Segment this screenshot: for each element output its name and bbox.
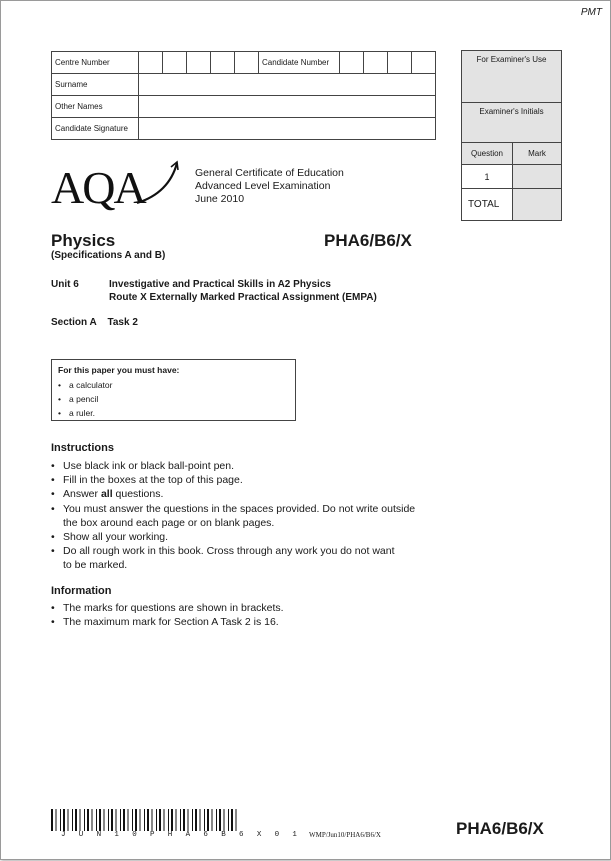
other-names-field[interactable] — [139, 96, 436, 118]
surname-label: Surname — [52, 74, 139, 96]
materials-item: • a calculator — [58, 378, 112, 392]
candidate-number-label: Candidate Number — [259, 52, 340, 74]
centre-number-label: Centre Number — [52, 52, 139, 74]
aqa-logo — [51, 159, 181, 211]
information-list — [51, 601, 284, 629]
instructions-list — [51, 459, 415, 573]
candidate-details-table — [51, 51, 436, 140]
surname-field[interactable] — [139, 74, 436, 96]
examiner-use-table — [461, 50, 562, 221]
footer-paper-code: PHA6/B6/X — [456, 819, 544, 838]
instruction-text: Answer — [63, 488, 101, 501]
materials-item: • a pencil — [58, 392, 112, 406]
question-header: Question — [462, 143, 513, 165]
instruction-emphasis: all — [100, 488, 113, 501]
specification: (Specifications A and B) — [51, 250, 166, 261]
instruction-item — [51, 544, 415, 572]
materials-list — [58, 378, 112, 420]
barcode — [51, 809, 241, 831]
instruction-item — [51, 487, 415, 501]
information-item: • The marks for questions are shown in brackets. — [51, 601, 284, 615]
centre-number-box[interactable] — [187, 52, 211, 74]
information-heading: Information — [51, 585, 112, 597]
section-task: Section A Task 2 — [51, 317, 138, 328]
qualification-info — [195, 167, 344, 206]
instruction-text: the box around each page or on blank pages. — [63, 516, 275, 529]
document-reference: WMP/Jun10/PHA6/B6/X — [309, 831, 381, 839]
paper-code: PHA6/B6/X — [324, 231, 412, 250]
instructions-heading: Instructions — [51, 442, 114, 454]
centre-number-box[interactable] — [163, 52, 187, 74]
instruction-text: You must answer the questions in the spaces provided. Do not write outside — [63, 502, 416, 515]
materials-item: • a ruler. — [58, 406, 112, 420]
candidate-number-box[interactable] — [412, 52, 436, 74]
aqa-logo-text: AQA — [51, 162, 145, 211]
information-item: • The maximum mark for Section A Task 2 is 16. — [51, 615, 284, 629]
materials-heading: For this paper you must have: — [58, 365, 180, 375]
instruction-item: • Use black ink or black ball-point pen. — [51, 459, 415, 473]
pmt-label: PMT — [580, 7, 602, 18]
examiner-use-title: For Examiner's Use — [462, 51, 562, 103]
barcode-text: J U N 1 0 P H A 6 B 6 X 0 1 — [61, 831, 302, 839]
unit-label: Unit 6 — [51, 279, 79, 290]
candidate-number-box[interactable] — [340, 52, 364, 74]
instruction-item: • Fill in the boxes at the top of this page. — [51, 473, 415, 487]
total-mark-cell[interactable] — [513, 189, 562, 221]
mark-header: Mark — [513, 143, 562, 165]
instruction-text: Do all rough work in this book. Cross through any work you do not want — [63, 545, 395, 558]
question-number: 1 — [462, 165, 513, 189]
signature-label: Candidate Signature — [52, 118, 139, 140]
level-line: Advanced Level Examination — [195, 180, 331, 192]
signature-field[interactable] — [139, 118, 436, 140]
unit-title — [109, 278, 377, 304]
materials-box — [51, 359, 296, 421]
subject-title: Physics — [51, 231, 116, 250]
centre-number-box[interactable] — [211, 52, 235, 74]
unit-title-line2: Route X Externally Marked Practical Assignment (EMPA) — [109, 292, 377, 303]
instruction-item: • Show all your working. — [51, 530, 415, 544]
instruction-text: to be marked. — [63, 559, 128, 572]
centre-number-box[interactable] — [235, 52, 259, 74]
candidate-number-box[interactable] — [364, 52, 388, 74]
other-names-label: Other Names — [52, 96, 139, 118]
candidate-number-box[interactable] — [388, 52, 412, 74]
instruction-item — [51, 502, 415, 530]
qualification-line: General Certificate of Education — [195, 167, 344, 179]
examiner-initials-label: Examiner's Initials — [462, 103, 562, 143]
unit-title-line1: Investigative and Practical Skills in A2 Physics — [109, 279, 331, 290]
exam-date: June 2010 — [195, 193, 245, 205]
centre-number-box[interactable] — [139, 52, 163, 74]
mark-cell[interactable] — [513, 165, 562, 189]
instruction-text: questions. — [112, 488, 164, 501]
total-label: TOTAL — [462, 189, 513, 221]
